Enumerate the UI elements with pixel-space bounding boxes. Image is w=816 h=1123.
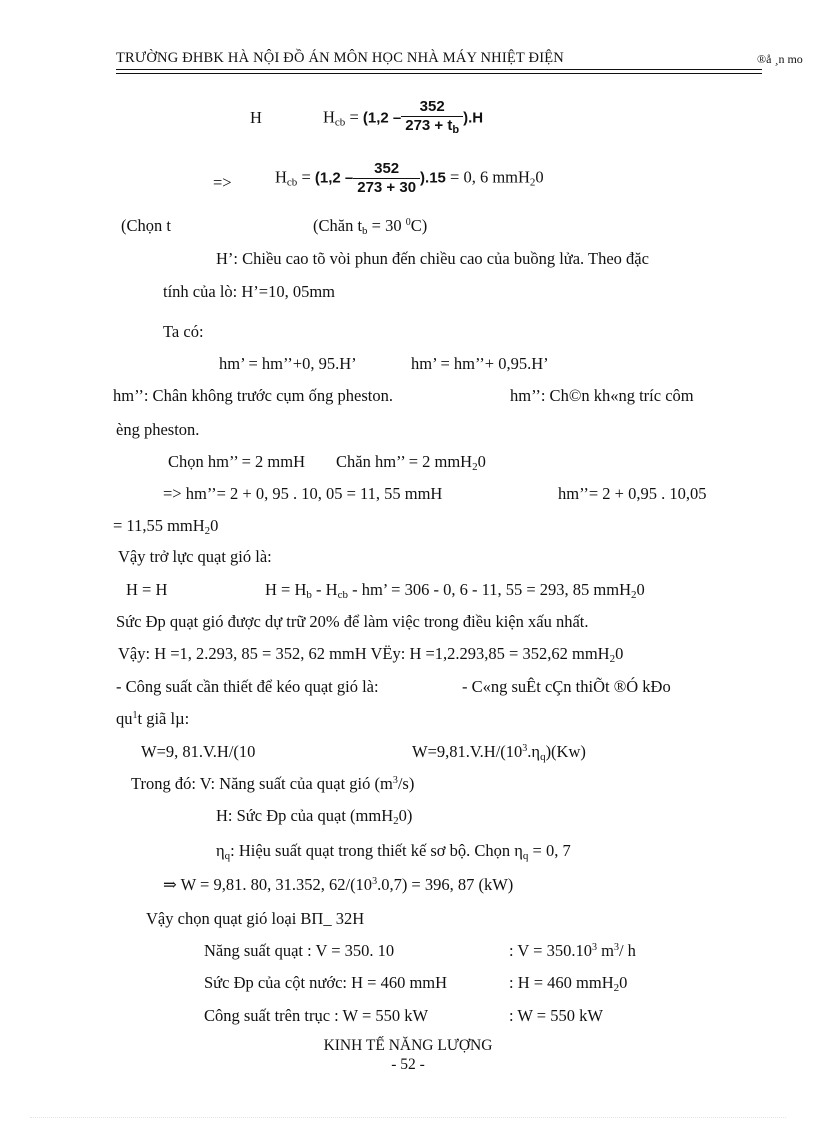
calc-b: hm’’= 2 + 0,95 . 10,05 (558, 484, 707, 503)
spec-row3-right: : W = 550 kW (509, 1006, 603, 1025)
eta-definition: $\eta_q$: Hiệu suất quạt trong thiết kế sơ bộ. Chọn $\eta_q = 0$, 7 (216, 841, 571, 862)
vay-h: Vậy: H =1, 2.293, 85 = 352, 62 mmH VËy: H =1,2.293,85 = 352,62 mmH$_2$0 (118, 644, 624, 665)
chon-hm-a: Chọn hm’’ = 2 mmH (168, 452, 306, 471)
formula1: $H_{cb} = (1,2$ – $\frac{352}{273 + t_b}$ ).H (323, 98, 483, 139)
w-result: ⇒ W = 9,81. 80, 31.352, $62/(10^3.0,7) = 396$, 87 (kW) (163, 875, 514, 894)
h-eq-right: $H = H_b - H_{cb}$ - hm’ = 306 - 0, 6 - 11, 55 = 293, 85 mmH$_2$0 (265, 580, 645, 601)
formula1-left: H (250, 108, 262, 127)
chon-quat: Vậy chọn quạt gió loại BΠ_ 32H (146, 909, 365, 928)
header-title: TRƯỜNG ĐHBK HÀ NỘI ĐỒ ÁN MÔN HỌC NHÀ MÁY NHIỆT ĐIỆN (116, 50, 564, 66)
pheston-text-c: èng pheston. (116, 420, 200, 439)
paragraph-h-prime-cont: tính của lò: H’=10, 05mm (163, 282, 335, 301)
header-right-text: ®å ¸n mo (757, 52, 803, 66)
header-rule (116, 69, 762, 70)
header-rule-thin (116, 73, 762, 74)
spec-row1-right: : $V = 350.10^3$ $m^3/$ h (509, 941, 636, 960)
ta-co: Ta có: (163, 322, 204, 341)
formula1-fraction: $\frac{352}{273 + t_b}$ (401, 98, 463, 139)
spec-row2-left: Sức Ðp của cột nước: H = 460 mmH (204, 973, 448, 992)
cong-suat-a: - Công suất cần thiết để kéo quạt gió là: (116, 677, 379, 696)
calc-c: = 11,55 mmH$_2$0 (113, 516, 219, 537)
formula2-arrow: => (213, 173, 232, 192)
spec-row2-right: : H = 460 mmH$_2$0 (509, 973, 628, 994)
formula2: $H_{cb} = (1,2$ – $\frac{352}{273 + 30}$ ).15 = 0, 6 mmH$_2$0 (275, 160, 544, 196)
hm-formula-b: hm’ = hm’’+ 0,95.H’ (411, 354, 549, 373)
vay-tro-luc: Vậy trở lực quạt gió là: (118, 547, 272, 566)
choose-t-left: (Chọn t (121, 216, 171, 235)
spec-row1-left: Năng suất quạt : V = 350. 10 (204, 941, 395, 960)
cong-suat-b: - C«ng suÊt cÇn thiÕt ®Ó kÐo (462, 677, 671, 696)
w-formula-b: $W=9,81.V.H/(10^3.\eta_q)(Kw)$ (412, 742, 586, 763)
chon-hm-b: Chăn hm’’ = 2 mmH$_2$0 (336, 452, 486, 473)
footer-title: KINH TẾ NĂNG LƯỢNG (323, 1037, 493, 1054)
calc-a: => hm’’= 2 + 0, 95 . 10, 05 = 11, 55 mmH (163, 484, 443, 503)
h-eq-left: H = H (126, 580, 168, 599)
hm-formula-a: hm’ = hm’’+0, 95.H’ (219, 354, 357, 373)
suc-ep: Sức Ðp quạt gió được dự trữ 20% để làm việc trong điều kiện xấu nhất. (116, 612, 589, 631)
paragraph-h-prime: H’: Chiều cao tõ vòi phun đến chiều cao của buồng lửa. Theo đặc (216, 249, 649, 268)
trong-do: Trong đó: V: Năng suất của quạt gió $(m^3/s)$ (131, 774, 415, 793)
h-definition: H: Sức Ðp của quạt (mmH$_2$0) (216, 806, 413, 827)
pheston-text-b: hm’’: Ch©n kh«ng tríc côm (510, 386, 694, 405)
formula1-lhs: H (323, 107, 335, 127)
choose-t-right: (Chăn $t_b = 30$ $^0$C) (313, 216, 428, 237)
cong-suat-c: $qu^1t$ giã lµ: (116, 709, 190, 728)
spec-row3-left: Công suất trên trục : W = 550 kW (204, 1006, 429, 1025)
bottom-divider (30, 1117, 786, 1118)
w-formula-a: W=9, 81.V.H/(10 (141, 742, 256, 761)
formula2-fraction: $\frac{352}{273 + 30}$ (353, 160, 420, 197)
pheston-text-a: hm’’: Chân không trước cụm ống pheston. (113, 386, 393, 405)
page-number: - 52 - (391, 1056, 425, 1073)
